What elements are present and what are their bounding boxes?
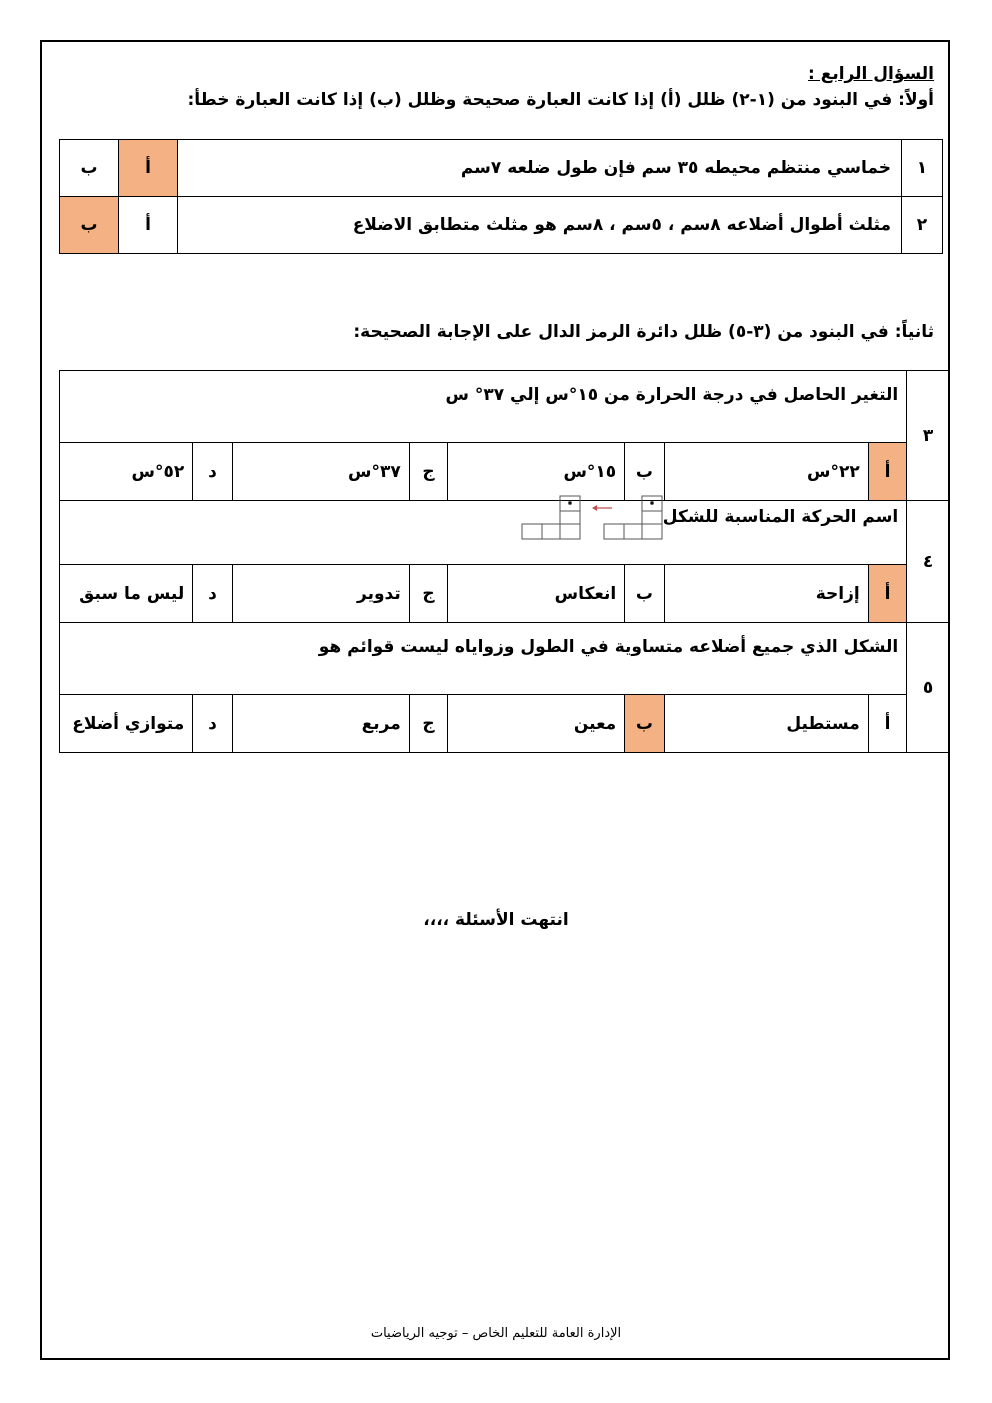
part1-instruction: أولاً: في البنود من (١-٢) ظلل (أ) إذا كانت العبارة صحيحة وظلل (ب) إذا كانت العبارة خطأ: [187, 90, 934, 110]
option-b-cell[interactable]: ب [60, 140, 119, 197]
question-text: التغير الحاصل في درجة الحرارة من ١٥°س إلي ٣٧° س [60, 371, 907, 443]
option-letter-selected[interactable]: أ [868, 443, 907, 501]
item-number: ٣ [907, 371, 950, 501]
question-text: اسم الحركة المناسبة للشكل [60, 501, 907, 565]
option-a-cell[interactable]: أ [119, 140, 178, 197]
item-number: ١ [902, 140, 943, 197]
option-text[interactable]: مستطيل [664, 695, 868, 753]
footer: الإدارة العامة للتعليم الخاص – توجيه الرياضيات [370, 1326, 622, 1341]
option-letter[interactable]: د [193, 695, 233, 753]
option-letter[interactable]: د [193, 565, 233, 623]
multiple-choice-table [59, 370, 950, 753]
table-row [60, 371, 950, 443]
true-false-table [59, 139, 943, 254]
option-text[interactable]: متوازي أضلاع [60, 695, 193, 753]
question-title: السؤال الرابع : [808, 64, 934, 84]
option-letter-selected[interactable]: ب [625, 695, 665, 753]
table-row [60, 623, 950, 695]
statement-text: مثلث أطوال أضلاعه ٨سم ، ٥سم ، ٨سم هو مثلث متطابق الاضلاع [178, 197, 902, 254]
item-number: ٢ [902, 197, 943, 254]
option-text[interactable]: إزاحة [664, 565, 868, 623]
shape-original [604, 496, 662, 539]
option-text[interactable]: ١٥°س [448, 443, 625, 501]
item-number: ٥ [907, 623, 950, 753]
option-letter[interactable]: أ [868, 695, 907, 753]
option-text[interactable]: ٥٢°س [60, 443, 193, 501]
option-letter[interactable]: ج [409, 565, 448, 623]
option-letter[interactable]: ب [625, 565, 665, 623]
option-text[interactable]: تدوير [232, 565, 409, 623]
option-text[interactable]: مربع [232, 695, 409, 753]
table-row [60, 565, 950, 623]
option-text[interactable]: ٢٢°س [664, 443, 868, 501]
option-text[interactable]: ٣٧°س [232, 443, 409, 501]
option-text[interactable]: ليس ما سبق [60, 565, 193, 623]
question-text: الشكل الذي جميع أضلاعه متساوية في الطول وزواياه ليست قوائم هو [60, 623, 907, 695]
option-letter[interactable]: ب [625, 443, 665, 501]
translation-figure [520, 494, 670, 542]
option-letter-selected[interactable]: أ [868, 565, 907, 623]
option-text[interactable]: انعكاس [448, 565, 625, 623]
table-row [60, 197, 943, 254]
table-row [60, 443, 950, 501]
option-letter[interactable]: ج [409, 695, 448, 753]
end-text: انتهت الأسئلة ،،،، [423, 910, 569, 930]
statement-text: خماسي منتظم محيطه ٣٥ سم فإن طول ضلعه ٧سم [178, 140, 902, 197]
option-a-cell[interactable]: أ [119, 197, 178, 254]
item-number: ٤ [907, 501, 950, 623]
option-letter[interactable]: ج [409, 443, 448, 501]
arrow-icon [592, 505, 612, 511]
shape-image [522, 496, 580, 539]
option-text[interactable]: معين [448, 695, 625, 753]
part2-instruction: ثانياً: في البنود من (٣-٥) ظلل دائرة الرمز الدال على الإجابة الصحيحة: [353, 322, 934, 342]
table-row [60, 501, 950, 565]
option-b-cell[interactable]: ب [60, 197, 119, 254]
option-letter[interactable]: د [193, 443, 233, 501]
table-row [60, 695, 950, 753]
table-row [60, 140, 943, 197]
